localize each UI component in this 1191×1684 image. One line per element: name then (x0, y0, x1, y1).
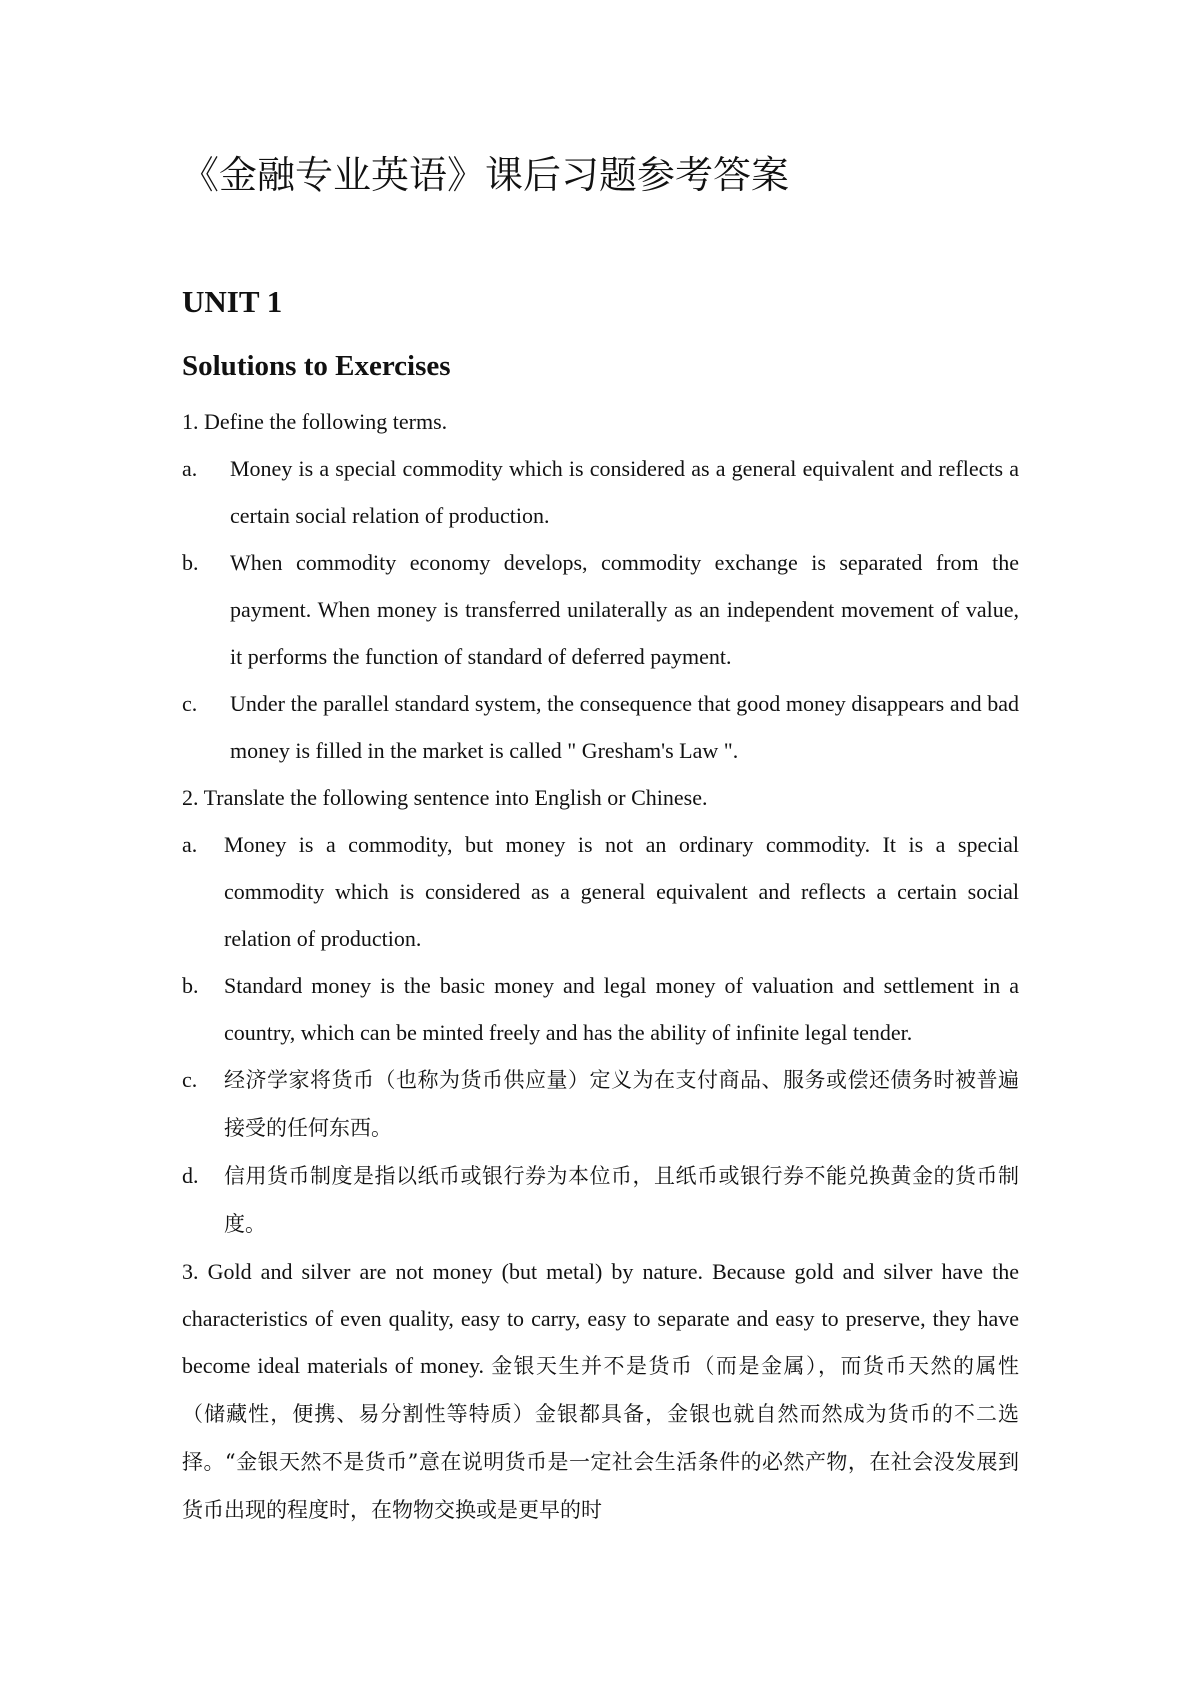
question-2-prompt: 2. Translate the following sentence into English or Chinese. (182, 785, 708, 810)
answer-english: 3. Gold and silver are not money (but metal) by nature. Because gold and silver have the characteristics of even quality, easy to carry, easy to separate and easy to preserve, they have become ideal materials of money. (182, 1259, 1019, 1378)
unit-heading: UNIT 1 (182, 284, 283, 319)
item-marker: d. (182, 1163, 199, 1188)
answer-chinese: 金银天生并不是货币（而是金属），而货币天然的属性（储藏性，便携、易分割性等特质）金银都具备，金银也就自然而然成为货币的不二选择。“金银天然不是货币”意在说明货币是一定社会生活条件的必然产物，在社会没发展到货币出现的程度时，在物物交换或是更早的时 (182, 1354, 1019, 1522)
item-text: 经济学家将货币（也称为货币供应量）定义为在支付商品、服务或偿还债务时被普遍接受的任何东西。 (224, 1068, 1019, 1140)
item-text: Money is a commodity, but money is not an ordinary commodity. It is a special commodity which is considered as a general equivalent and reflects a certain social relation of production. (224, 832, 1019, 951)
item-text: Under the parallel standard system, the consequence that good money disappears and bad money is filled in the market is called " Gresham's Law ". (230, 691, 1019, 763)
q2-item-a (182, 821, 1019, 962)
q1-item-a (182, 445, 1019, 539)
item-marker: a. (182, 832, 198, 857)
document-title: 《金融专业英语》课后习题参考答案 (181, 153, 790, 197)
item-marker: b. (182, 973, 199, 998)
q2-item-d (182, 1152, 1019, 1248)
item-marker: c. (182, 691, 198, 716)
item-text: 信用货币制度是指以纸币或银行券为本位币，且纸币或银行券不能兑换黄金的货币制度。 (224, 1164, 1019, 1236)
item-text: Standard money is the basic money and legal money of valuation and settlement in a country, which can be minted freely and has the ability of infinite legal tender. (224, 973, 1019, 1045)
item-text: Money is a special commodity which is considered as a general equivalent and reflects a certain social relation of production. (230, 456, 1019, 528)
q2-item-b (182, 962, 1019, 1056)
q1-item-b (182, 539, 1019, 680)
item-text: When commodity economy develops, commodity exchange is separated from the payment. When money is transferred unilaterally as an independent movement of value, it performs the function of standard of deferred payment. (230, 550, 1019, 669)
section-heading: Solutions to Exercises (182, 350, 451, 382)
document-body (182, 398, 1019, 1534)
q1-item-c (182, 680, 1019, 774)
question-1-prompt: 1. Define the following terms. (182, 409, 448, 434)
q2-item-c (182, 1056, 1019, 1152)
item-marker: a. (182, 456, 198, 481)
item-marker: c. (182, 1067, 198, 1092)
question-3-answer (182, 1248, 1019, 1534)
item-marker: b. (182, 550, 199, 575)
